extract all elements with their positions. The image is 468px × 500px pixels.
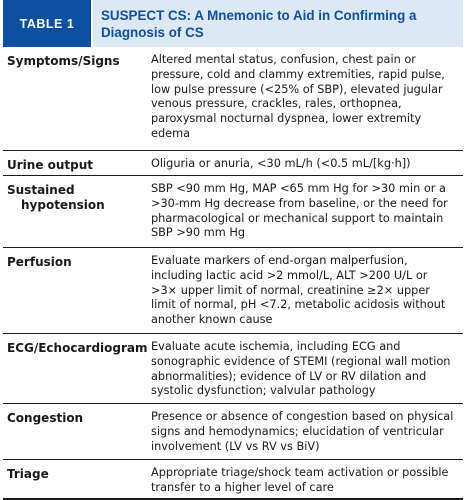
table-badge: TABLE 1 — [3, 0, 93, 47]
row-description: Presence or absence of congestion based on physical signs and hemodynamics; elucidation of ventricular involvement (LV vs RV vs BiV) — [151, 410, 454, 453]
row-description: Altered mental status, confusion, chest pain or pressure, cold and clammy extremities, rapid pulse, low pulse pressure (<25% of SBP), elevated jugular venous pressure, crackles, rales, orthopnea, paroxysmal nocturnal dyspnea, lower extremity edema — [151, 53, 445, 140]
row-label-line2: hypotension — [21, 198, 105, 212]
row-description: Evaluate acute ischemia, including ECG and sonographic evidence of STEMI (regional wall motion abnormalities); evidence of LV or RV dilation and systolic dysfunction; valvular pathology — [151, 340, 451, 398]
row-label: ECG/Echocardiogram — [7, 341, 148, 355]
table-header — [3, 0, 463, 47]
table-row-perfusion — [3, 248, 463, 334]
table-row-congestion — [3, 404, 463, 460]
row-label: Triage — [7, 467, 49, 481]
row-label: Urine output — [7, 158, 94, 172]
row-description: Oliguria or anuria, <30 mL/h (<0.5 mL/[kg·h]) — [151, 157, 411, 170]
row-label: Congestion — [7, 411, 84, 425]
table-body — [3, 47, 463, 500]
row-label — [3, 176, 141, 213]
row-description: SBP <90 mm Hg, MAP <65 mm Hg for >30 min or a >30-mm Hg decrease from baseline, or the need for pharmacological or mechanical support to maintain SBP >90 mm Hg — [151, 182, 448, 240]
row-description: Evaluate markers of end-organ malperfusion, including lactic acid >2 mmol/L, ALT >200 U/L or >3× upper limit of normal, creatinine ≥2× upper limit of normal, pH <7.2, metabolic acidosis without another known cause — [151, 254, 446, 327]
table-row-symptoms — [3, 47, 463, 151]
table-title: SUSPECT CS: A Mnemonic to Aid in Confirming a Diagnosis of CS — [101, 8, 417, 40]
table-row-ecg-echocardiogram — [3, 334, 463, 404]
row-description: Appropriate triage/shock team activation or possible transfer to a higher level of care — [151, 466, 449, 494]
row-label-line1: Sustained — [7, 183, 75, 197]
row-label: Perfusion — [7, 255, 72, 269]
table-row-urine-output — [3, 151, 463, 176]
table-row-sustained-hypotension — [3, 176, 463, 248]
table-row-triage — [3, 460, 463, 500]
row-label: Symptoms/Signs — [7, 54, 120, 68]
